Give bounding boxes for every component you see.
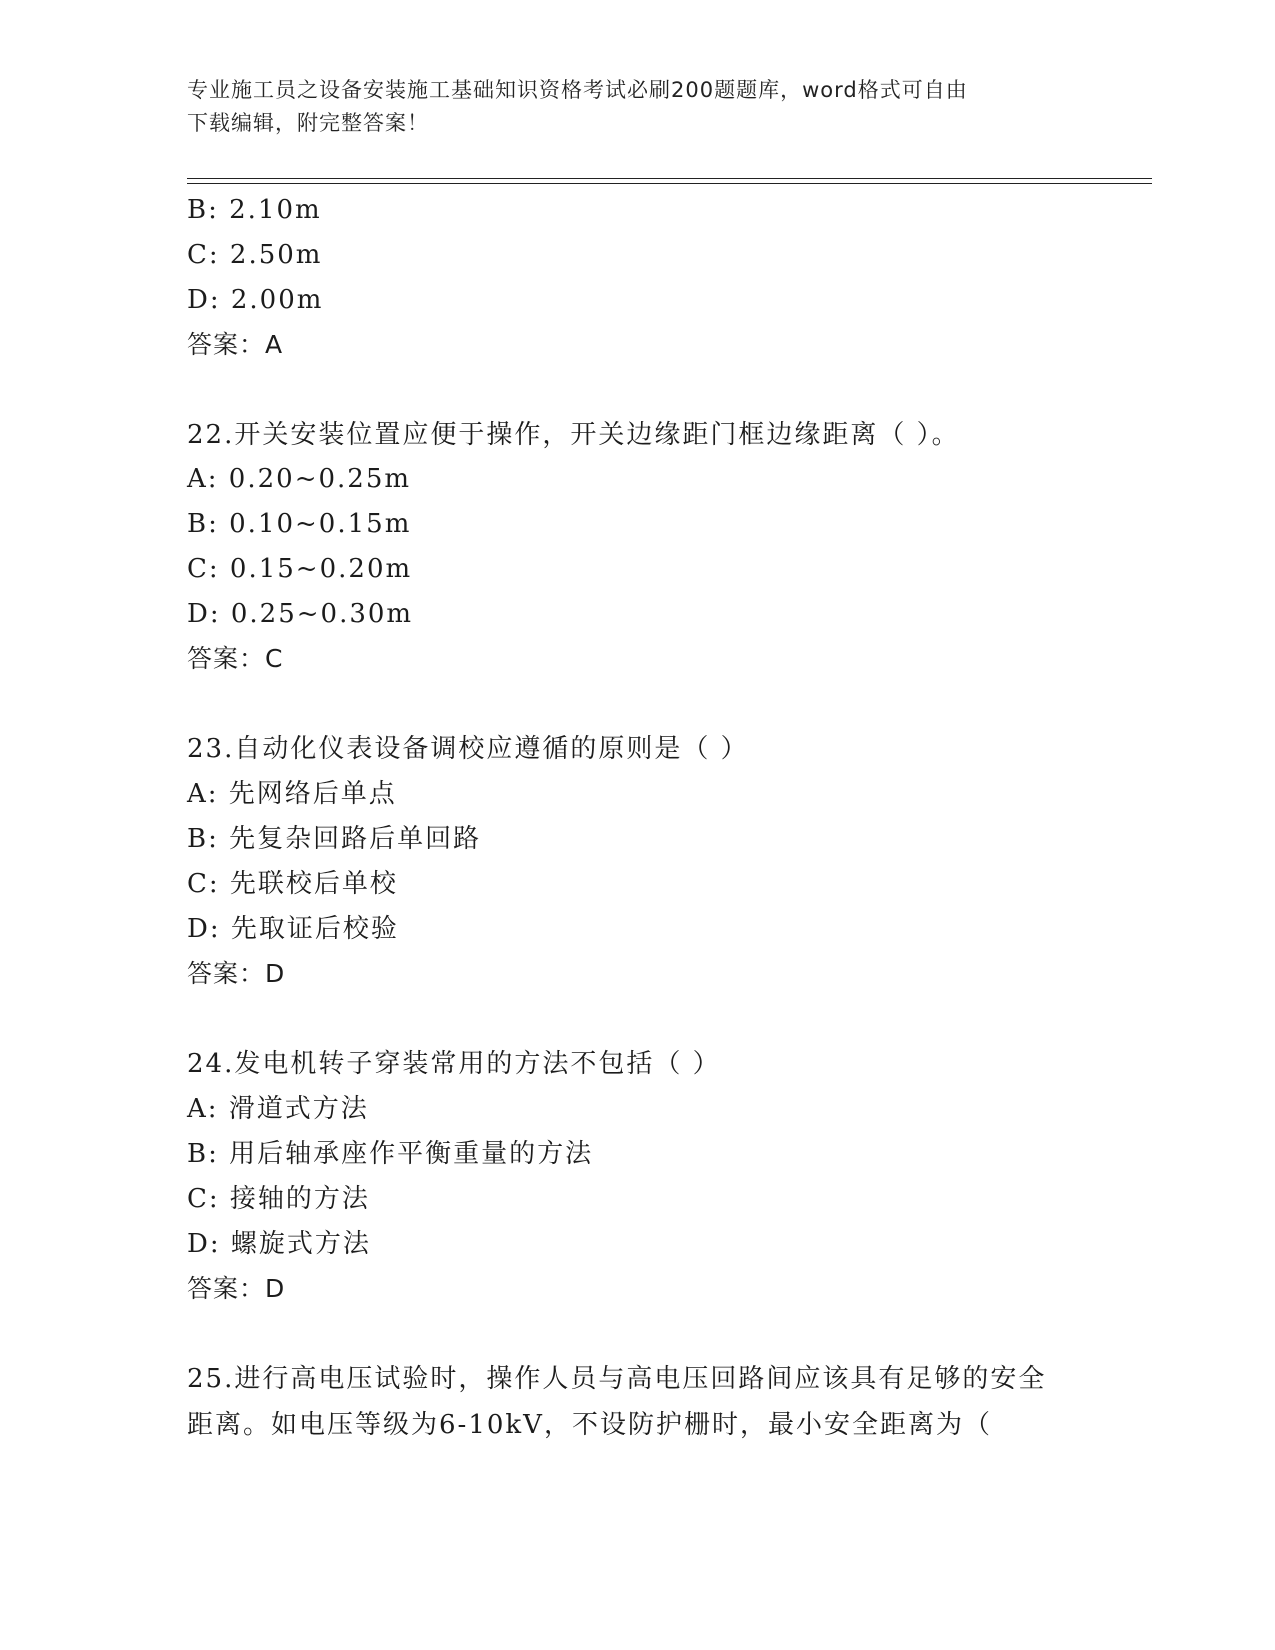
q23-option-d: D: 先取证后校验 xyxy=(187,914,399,944)
header-line-1: 专业施工员之设备安装施工基础知识资格考试必刷200题题库，word格式可自由 xyxy=(187,78,968,102)
header-divider-top xyxy=(187,178,1152,179)
q21-option-b: B: 2.10m xyxy=(187,195,322,225)
q23-answer: 答案：D xyxy=(187,959,286,988)
q24-option-b: B: 用后轴承座作平衡重量的方法 xyxy=(187,1139,594,1169)
q23-question: 23.自动化仪表设备调校应遵循的原则是（ ） xyxy=(187,734,749,764)
q22-option-b: B: 0.10~0.15m xyxy=(187,509,412,539)
q24-question: 24.发电机转子穿装常用的方法不包括（ ） xyxy=(187,1049,721,1079)
q22-answer: 答案：C xyxy=(187,644,284,673)
header-divider-bottom xyxy=(187,183,1152,184)
q23-option-c: C: 先联校后单校 xyxy=(187,869,398,899)
q24-option-a: A: 滑道式方法 xyxy=(187,1094,369,1124)
q21-option-c: C: 2.50m xyxy=(187,240,323,270)
q22-option-a: A: 0.20~0.25m xyxy=(187,464,412,494)
header-line-2: 下载编辑，附完整答案！ xyxy=(187,111,429,135)
q25-question-line-1: 25.进行高电压试验时，操作人员与高电压回路间应该具有足够的安全 xyxy=(187,1364,1047,1394)
q21-answer: 答案：A xyxy=(187,330,284,359)
q24-answer: 答案：D xyxy=(187,1274,286,1303)
q21-option-d: D: 2.00m xyxy=(187,285,324,315)
q24-option-c: C: 接轴的方法 xyxy=(187,1184,370,1214)
q22-option-d: D: 0.25~0.30m xyxy=(187,599,414,629)
q22-question: 22.开关安装位置应便于操作，开关边缘距门框边缘距离（ ）。 xyxy=(187,420,960,450)
q24-option-d: D: 螺旋式方法 xyxy=(187,1229,371,1259)
q23-option-b: B: 先复杂回路后单回路 xyxy=(187,824,482,854)
document-header xyxy=(187,74,1087,140)
q22-option-c: C: 0.15~0.20m xyxy=(187,554,413,584)
q23-option-a: A: 先网络后单点 xyxy=(187,779,397,809)
q25-question-line-2: 距离。如电压等级为6-10kV，不设防护栅时，最小安全距离为（ xyxy=(187,1410,992,1440)
